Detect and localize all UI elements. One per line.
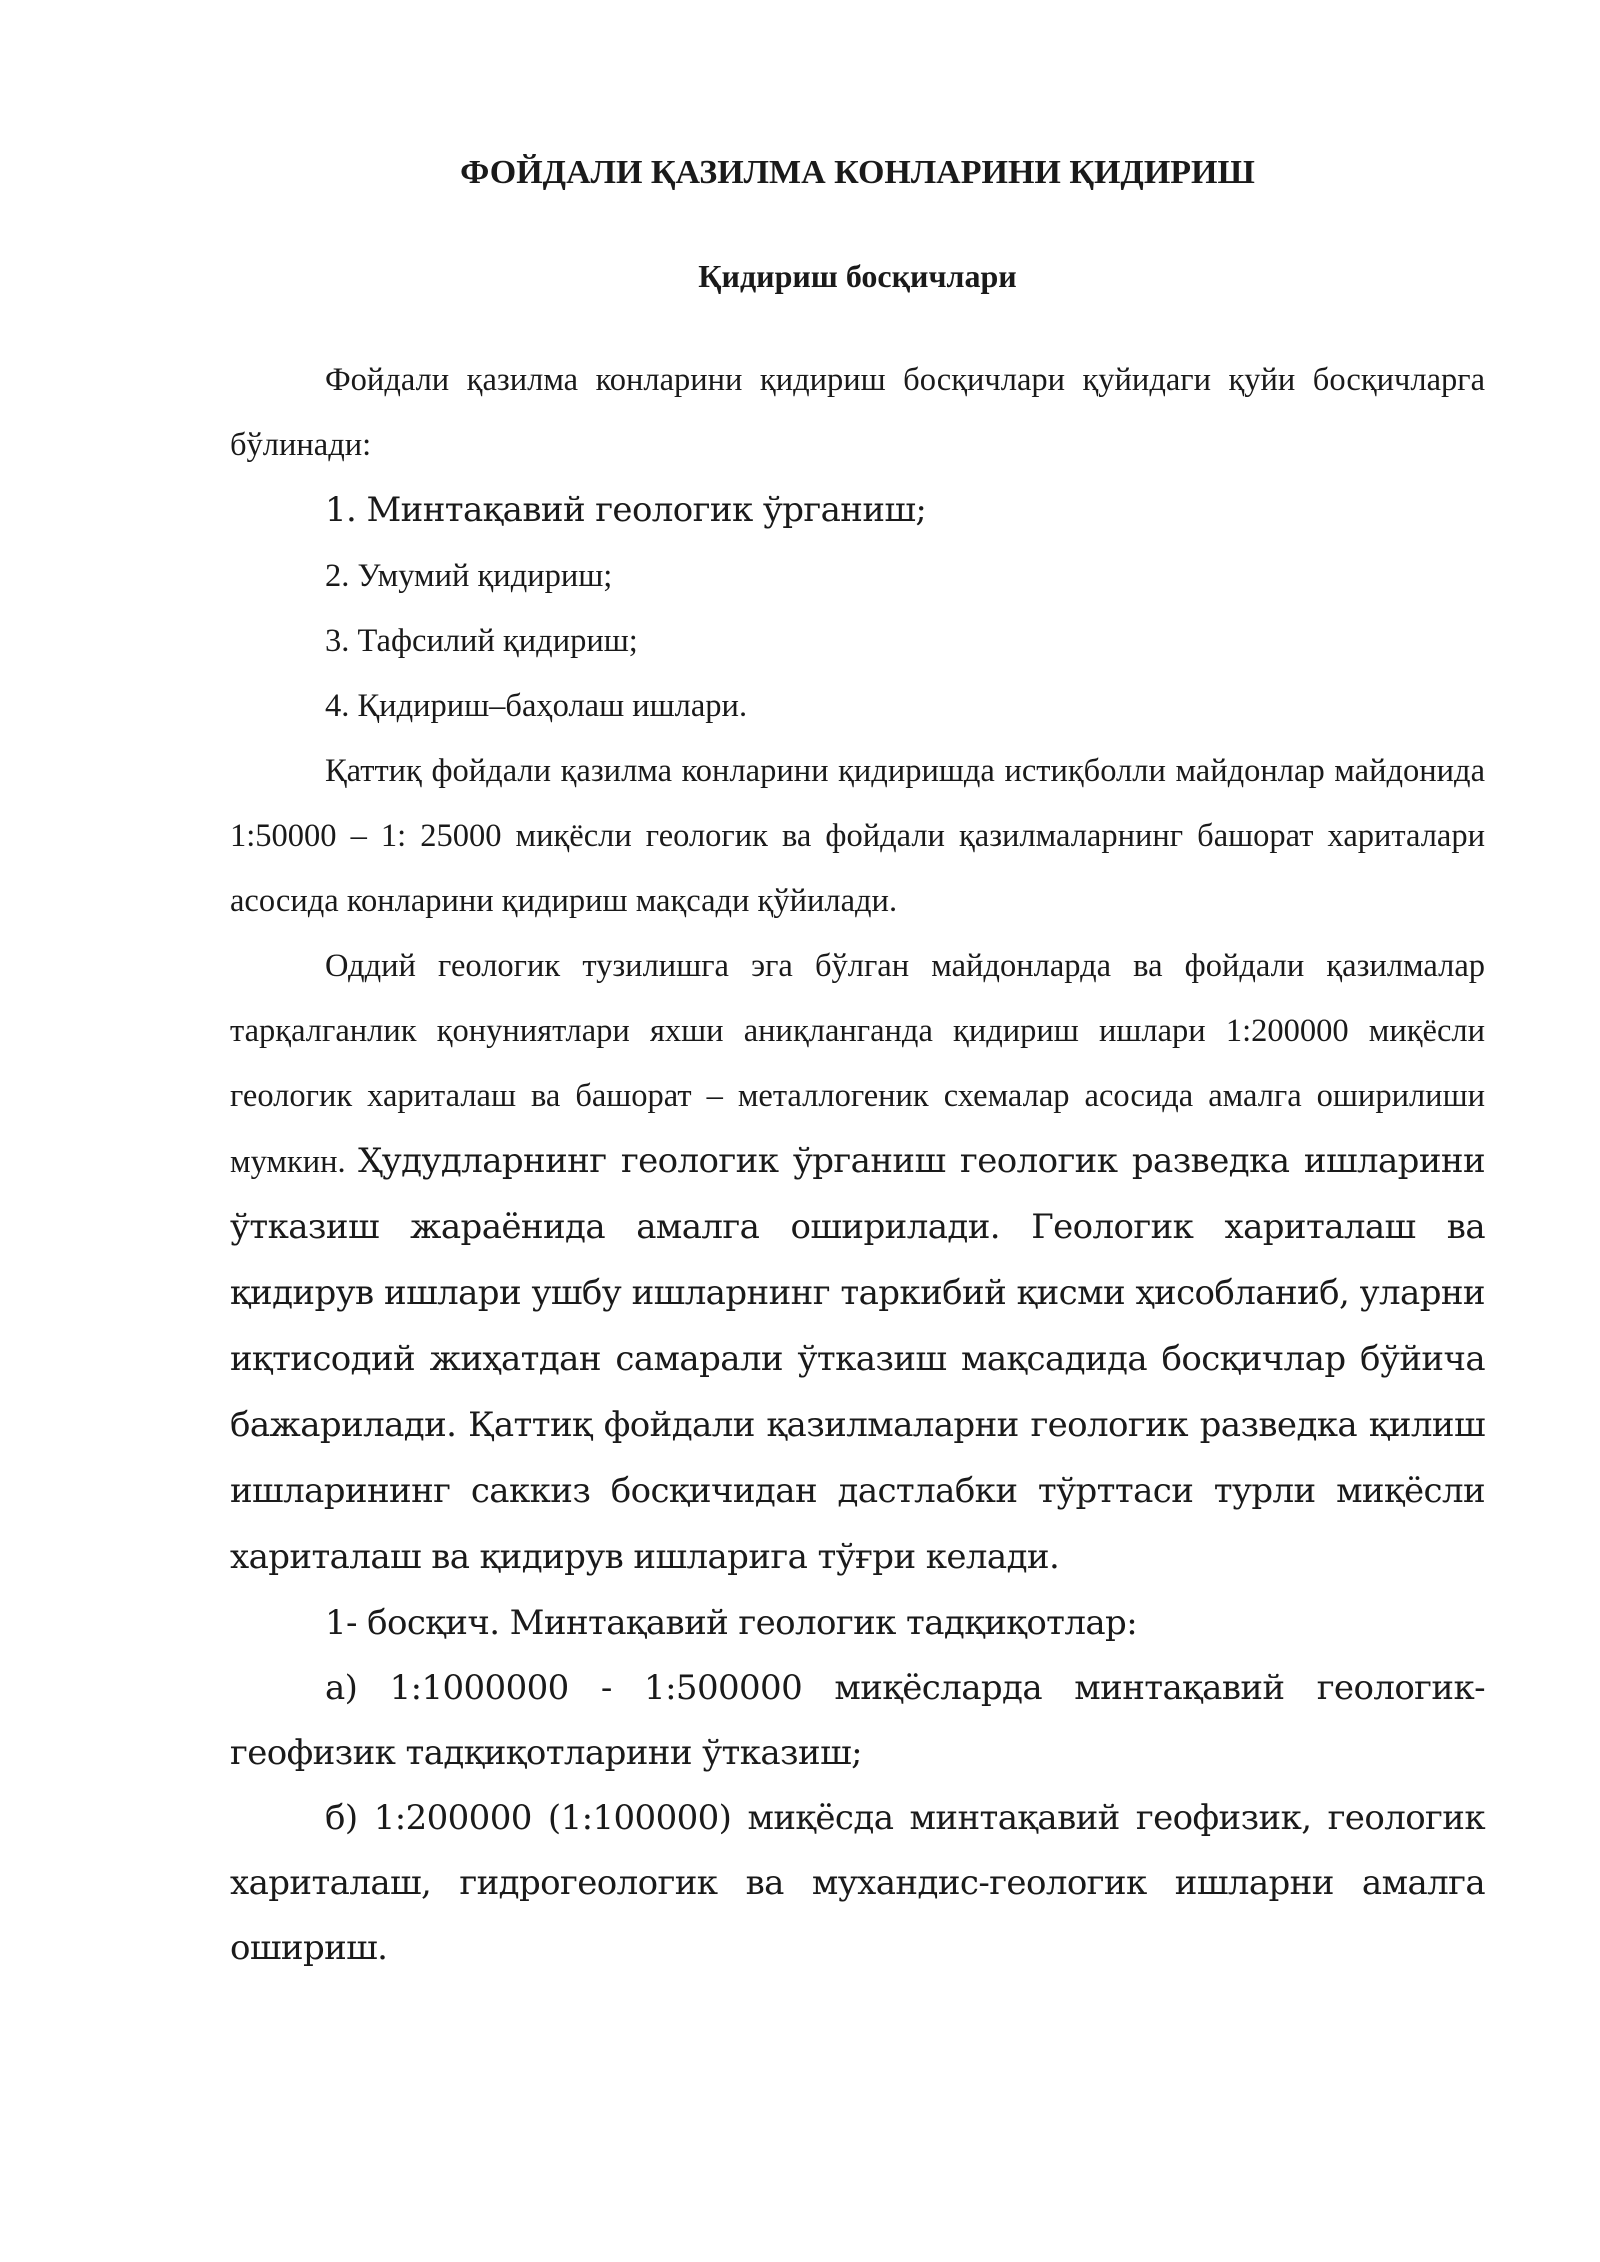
intro-paragraph: Фойдали қазилма конларини қидириш босқичлари қуйидаги қуйи босқичларга бўлинади: — [230, 362, 1485, 463]
stage1-item-a: а) 1:1000000 - 1:500000 миқёсларда минтақавий геологик-геофизик тадқиқотларини ўтказиш; — [230, 1668, 1485, 1773]
stage-list-item: 3. Тафсилий қидириш; — [325, 623, 638, 659]
document-page — [230, 0, 1485, 2262]
simple-structure-paragraph — [230, 934, 1485, 1591]
solid-minerals-paragraph: Қаттиқ фойдали қазилма конларини қидиришда истиқболли майдонлар майдонида 1:50000 – 1: 25000 миқёсли геологик ва фойдали қазилмаларнинг башорат хариталари асосида конларини қидириш мақсади қўйилади. — [230, 753, 1485, 919]
document-title: ФОЙДАЛИ ҚАЗИЛМА КОНЛАРИНИ ҚИДИРИШ — [460, 154, 1255, 191]
simple-structure-text: Оддий геологик тузилишга эга бўлган майдонларда ва фойдали қазилмалар тарқалганлик қонуниятлари яхши аниқланганда қидириш ишлари 1:200000 миқёсли геологик хариталаш ва башорат – металлогеник схемалар асосида амалга оширилиши мумкин. — [230, 948, 1485, 1180]
stage-list-item: 2. Умумий қидириш; — [325, 558, 613, 594]
stage-list-item: 1. Минтақавий геологик ўрганиш; — [325, 490, 927, 530]
stage1-heading: 1- босқич. Минтақавий геологик тадқиқотлар: — [325, 1603, 1138, 1643]
stage1-item-b: б) 1:200000 (1:100000) миқёсда минтақавий геофизик, геологик хариталаш, гидрогеологик ва мухандис-геологик ишларни амалга ошириш. — [230, 1798, 1485, 1968]
section-subtitle: Қидириш босқичлари — [698, 258, 1017, 294]
geological-study-text: Ҳудудларнинг геологик ўрганиш геологик разведка ишларини ўтказиш жараёнида амалга оширилади. Геологик хариталаш ва қидирув ишлари ушбу ишларнинг таркибий қисми ҳисобланиб, уларни иқтисодий жиҳатдан самарали ўтказиш мақсадида босқичлар бўйича бажарилади. Қаттиқ фойдали қазилмаларни геологик разведка қилиш ишларининг саккиз босқичидан дастлабки тўрттаси турли миқёсли хариталаш ва қидирув ишларига тўғри келади. — [230, 1141, 1486, 1577]
stage-list-item: 4. Қидириш–баҳолаш ишлари. — [325, 688, 748, 724]
document-body — [230, 348, 1485, 1981]
